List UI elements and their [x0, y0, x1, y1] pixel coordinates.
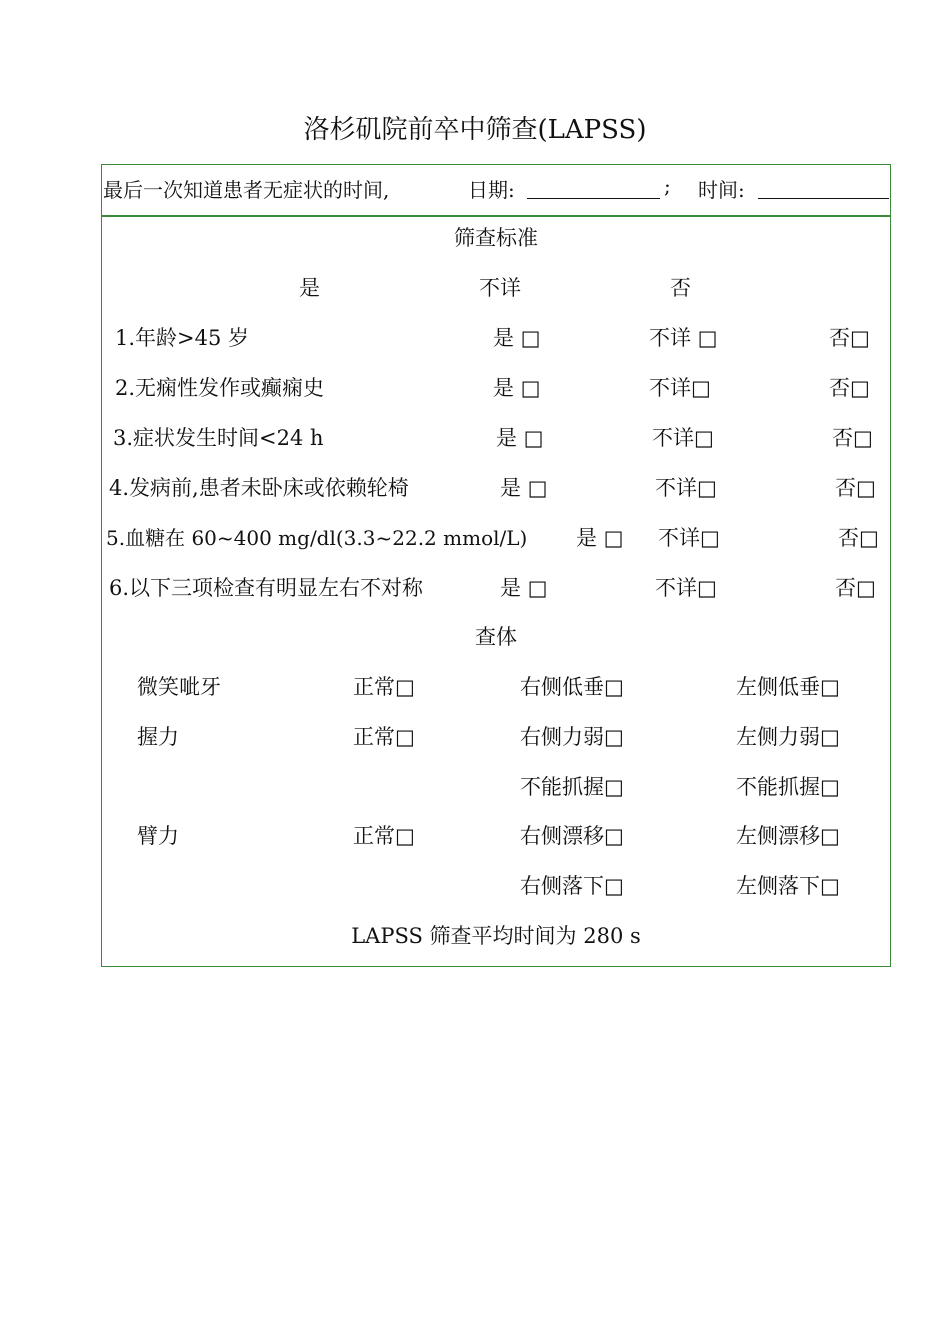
exam-item-label: 臂力	[137, 824, 179, 848]
criterion-no-checkbox[interactable]: 否□	[829, 326, 870, 350]
exam-left-checkbox[interactable]: 左侧力弱□	[736, 725, 840, 749]
criterion-question: 5.血糖在 60~400 mg/dl(3.3~22.2 mmol/L)	[106, 526, 528, 550]
date-label: 日期:	[468, 178, 515, 202]
exam-normal-checkbox[interactable]: 正常□	[353, 824, 415, 848]
criterion-yes-checkbox[interactable]: 是 □	[500, 576, 548, 600]
screening-heading: 筛查标准	[454, 226, 538, 250]
criterion-question: 2.无痫性发作或癫痫史	[115, 376, 325, 400]
criterion-no-checkbox[interactable]: 否□	[829, 376, 870, 400]
criterion-unknown-checkbox[interactable]: 不详□	[655, 576, 717, 600]
exam-right-checkbox[interactable]: 右侧落下□	[520, 874, 624, 898]
criterion-yes-checkbox[interactable]: 是 □	[500, 476, 548, 500]
criterion-unknown-checkbox[interactable]: 不详□	[649, 376, 711, 400]
criterion-yes-checkbox[interactable]: 是 □	[576, 526, 624, 550]
exam-right-checkbox[interactable]: 右侧低垂□	[520, 675, 624, 699]
column-unknown: 不详	[479, 276, 521, 300]
criterion-question: 1.年龄>45 岁	[115, 326, 250, 350]
time-label: 时间:	[698, 178, 745, 202]
exam-left-checkbox[interactable]: 左侧漂移□	[736, 824, 840, 848]
criterion-no-checkbox[interactable]: 否□	[838, 526, 879, 550]
date-separator: ;	[664, 174, 671, 198]
criterion-unknown-checkbox[interactable]: 不详 □	[649, 326, 718, 350]
criterion-unknown-checkbox[interactable]: 不详□	[658, 526, 720, 550]
exam-normal-checkbox[interactable]: 正常□	[353, 675, 415, 699]
column-no: 否	[670, 276, 691, 300]
exam-left-checkbox[interactable]: 不能抓握□	[736, 775, 840, 799]
criterion-unknown-checkbox[interactable]: 不详□	[652, 426, 714, 450]
criterion-yes-checkbox[interactable]: 是 □	[493, 376, 541, 400]
criterion-yes-checkbox[interactable]: 是 □	[493, 326, 541, 350]
criterion-no-checkbox[interactable]: 否□	[835, 476, 876, 500]
last-known-well-row	[102, 165, 890, 217]
last-known-label: 最后一次知道患者无症状的时间,	[103, 178, 390, 202]
criterion-question: 4.发病前,患者未卧床或依赖轮椅	[109, 476, 409, 500]
criterion-no-checkbox[interactable]: 否□	[832, 426, 873, 450]
exam-left-checkbox[interactable]: 左侧落下□	[736, 874, 840, 898]
footer-note: LAPSS 筛查平均时间为 280 s	[351, 924, 641, 948]
date-blank[interactable]	[527, 198, 660, 199]
exam-left-checkbox[interactable]: 左侧低垂□	[736, 675, 840, 699]
criterion-question: 6.以下三项检查有明显左右不对称	[109, 576, 424, 600]
criterion-no-checkbox[interactable]: 否□	[835, 576, 876, 600]
page-title: 洛杉矶院前卒中筛查(LAPSS)	[303, 115, 647, 145]
column-yes: 是	[299, 276, 320, 300]
time-blank[interactable]	[758, 198, 889, 199]
exam-heading: 查体	[475, 625, 517, 649]
exam-item-label: 微笑呲牙	[137, 675, 221, 699]
criterion-question: 3.症状发生时间<24 h	[113, 426, 324, 450]
exam-normal-checkbox[interactable]: 正常□	[353, 725, 415, 749]
exam-right-checkbox[interactable]: 右侧漂移□	[520, 824, 624, 848]
lapss-form	[101, 164, 891, 967]
exam-right-checkbox[interactable]: 右侧力弱□	[520, 725, 624, 749]
criterion-yes-checkbox[interactable]: 是 □	[496, 426, 544, 450]
exam-right-checkbox[interactable]: 不能抓握□	[520, 775, 624, 799]
exam-item-label: 握力	[137, 725, 179, 749]
criterion-unknown-checkbox[interactable]: 不详□	[655, 476, 717, 500]
